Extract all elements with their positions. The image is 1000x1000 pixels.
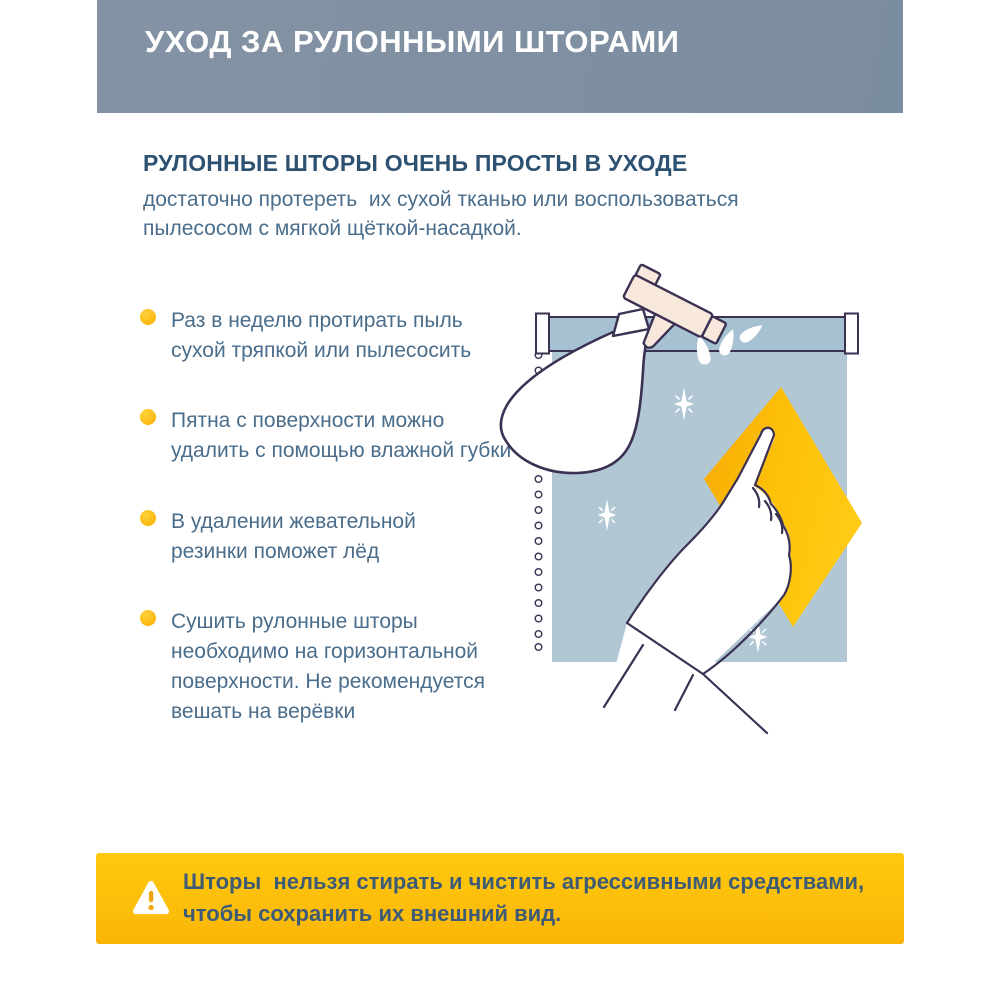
warning-banner (96, 853, 904, 944)
tip-item-2 (140, 406, 520, 466)
tip-item-1 (140, 306, 520, 366)
intro-heading: РУЛОННЫЕ ШТОРЫ ОЧЕНЬ ПРОСТЫ В УХОДЕ (143, 150, 688, 176)
bullet-dot-icon (140, 610, 156, 626)
tip-text: Раз в неделю протирать пыль сухой тряпкой или пылесосить (171, 309, 472, 362)
tip-text: Пятна с поверхности можно удалить с помощью влажной губки (171, 409, 512, 462)
header-banner (97, 0, 903, 113)
bullet-dot-icon (140, 409, 156, 425)
tip-item-3 (140, 507, 520, 567)
tip-text: Сушить рулонные шторы необходимо на горизонтальной поверхности. Не рекомендуется вешать на верёвки (171, 610, 485, 723)
warning-text: Шторы нельзя стирать и чистить агрессивными средствами, чтобы сохранить их внешний вид. (183, 869, 865, 926)
intro-section (143, 150, 743, 243)
bullet-dot-icon (140, 510, 156, 526)
tip-item-4 (140, 607, 520, 727)
page-title: УХОД ЗА РУЛОННЫМИ ШТОРАМИ (145, 24, 680, 59)
intro-line-2: пылесосом с мягкой щёткой-насадкой. (143, 217, 522, 240)
tip-text: В удалении жевательной резинки поможет лёд (171, 510, 416, 563)
intro-line-1: достаточно протереть их сухой тканью или воспользоваться (143, 188, 739, 211)
bullet-dot-icon (140, 309, 156, 325)
warning-triangle-icon (131, 879, 171, 917)
cleaning-illustration (497, 255, 907, 735)
